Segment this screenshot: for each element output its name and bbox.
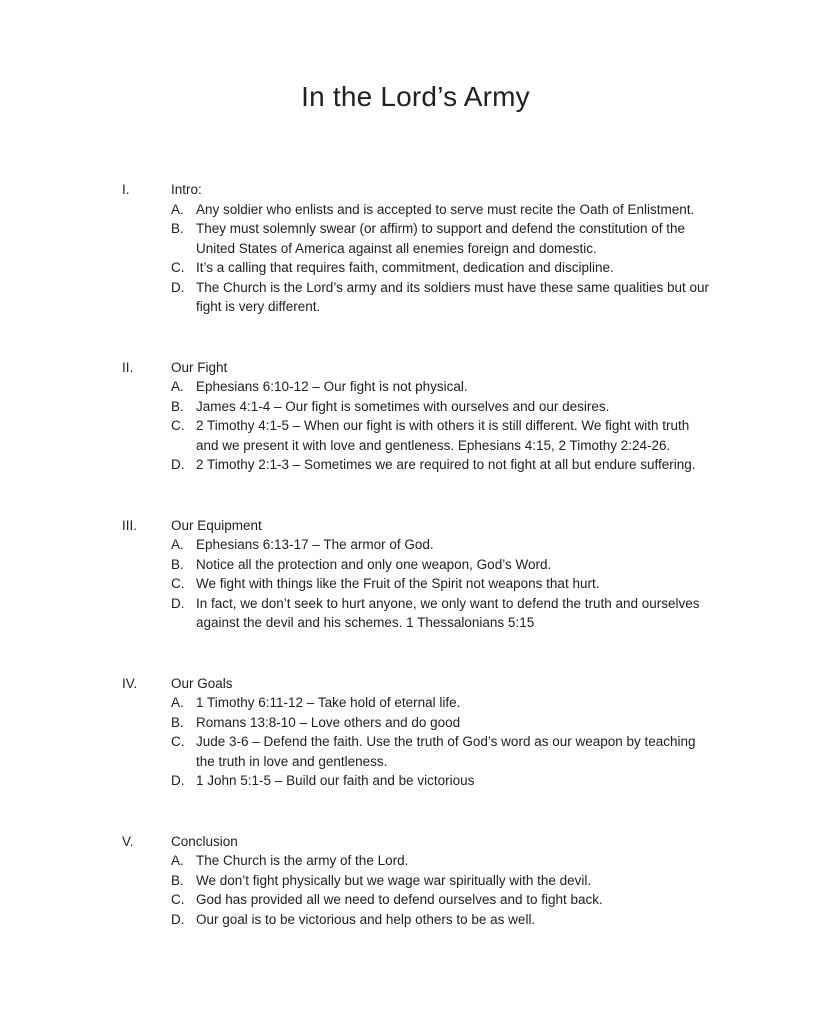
item-letter: D.: [171, 595, 185, 611]
section-items: [171, 851, 715, 929]
outline: [0, 180, 831, 929]
item-text: God has provided all we need to defend ourselves and to fight back.: [196, 892, 603, 907]
item-text: They must solemnly swear (or affirm) to support and defend the constitution of the United States of America against all enemies foreign and domestic.: [196, 221, 685, 256]
outline-item: [171, 555, 715, 575]
item-letter: C.: [171, 576, 185, 591]
outline-item: [171, 397, 715, 417]
item-text: The Church is the Lord’s army and its soldiers must have these same qualities but our fight is very different.: [196, 279, 709, 314]
outline-item: [171, 200, 715, 220]
item-letter: A.: [171, 379, 184, 394]
item-text: James 4:1-4 – Our fight is sometimes with ourselves and our desires.: [196, 398, 610, 414]
item-text: It’s a calling that requires faith, commitment, dedication and discipline.: [196, 260, 614, 275]
outline-item: [171, 713, 715, 733]
section-items: [171, 200, 715, 317]
item-text: 1 Timothy 6:11-12 – Take hold of eternal life.: [196, 695, 461, 710]
section-items: [171, 377, 715, 475]
outline-item: [171, 455, 715, 475]
item-letter: D.: [171, 773, 185, 788]
outline-item: [171, 871, 715, 891]
section-heading: Our Equipment: [171, 517, 262, 533]
outline-item: [171, 732, 715, 771]
outline-item: [171, 771, 715, 791]
item-text: Ephesians 6:13-17 – The armor of God.: [196, 537, 434, 552]
item-text: Jude 3-6 – Defend the faith. Use the truth of God’s word as our weapon by teaching the truth in love and gentleness.: [196, 734, 696, 769]
section-heading: Our Goals: [171, 675, 233, 691]
item-letter: D.: [171, 457, 185, 472]
outline-item: [171, 278, 715, 317]
item-letter: C.: [171, 892, 185, 907]
item-text: We fight with things like the Fruit of the Spirit not weapons that hurt.: [196, 576, 600, 591]
item-letter: D.: [171, 279, 185, 295]
item-letter: A.: [171, 695, 184, 710]
outline-item: [171, 693, 715, 713]
section-numeral: I.: [122, 182, 130, 197]
item-letter: B.: [171, 556, 184, 572]
item-letter: B.: [171, 221, 184, 236]
section-heading: Intro:: [171, 182, 202, 197]
item-text: 2 Timothy 2:1-3 – Sometimes we are required to not fight at all but endure suffering.: [196, 457, 696, 472]
section-heading: Our Fight: [171, 359, 228, 375]
section-items: [171, 535, 715, 633]
section-numeral: V.: [122, 833, 134, 849]
outline-section: [0, 180, 831, 317]
outline-item: [171, 851, 715, 871]
section-heading: Conclusion: [171, 833, 238, 849]
section-content: [171, 832, 715, 930]
outline-item: [171, 219, 715, 258]
item-letter: B.: [171, 714, 184, 730]
section-items: [171, 693, 715, 791]
section-content: [171, 180, 715, 317]
outline-item: [171, 377, 715, 397]
outline-section: [0, 358, 831, 475]
item-text: We don’t fight physically but we wage war spiritually with the devil.: [196, 872, 592, 888]
section-numeral: III.: [122, 517, 138, 533]
item-text: In fact, we don’t seek to hurt anyone, we only want to defend the truth and ourselves against the devil and his schemes. 1 Thessalonians 5:15: [196, 595, 700, 630]
item-letter: A.: [171, 537, 184, 552]
item-text: Our goal is to be victorious and help others to be as well.: [196, 911, 536, 927]
outline-item: [171, 890, 715, 910]
outline-item: [171, 594, 715, 633]
item-letter: B.: [171, 872, 184, 888]
outline-section: [0, 832, 831, 930]
section-content: [171, 516, 715, 633]
item-text: Romans 13:8-10 – Love others and do good: [196, 714, 461, 730]
section-numeral: II.: [122, 359, 134, 375]
outline-item: [171, 574, 715, 594]
item-letter: C.: [171, 260, 185, 275]
item-text: Ephesians 6:10-12 – Our fight is not physical.: [196, 379, 468, 394]
item-letter: A.: [171, 853, 184, 868]
section-numeral: IV.: [122, 675, 138, 691]
section-content: [171, 674, 715, 791]
outline-section: [0, 516, 831, 633]
item-text: Any soldier who enlists and is accepted to serve must recite the Oath of Enlistment.: [196, 201, 695, 217]
item-text: 2 Timothy 4:1-5 – When our fight is with others it is still different. We fight with truth and we present it with love and gentleness. Ephesians 4:15, 2 Timothy 2:24-26.: [196, 418, 690, 453]
item-letter: C.: [171, 418, 185, 433]
item-letter: C.: [171, 734, 185, 749]
outline-item: [171, 258, 715, 278]
item-letter: B.: [171, 398, 184, 414]
item-text: 1 John 5:1-5 – Build our faith and be victorious: [196, 773, 475, 788]
item-text: The Church is the army of the Lord.: [196, 853, 409, 868]
outline-item: [171, 416, 715, 455]
document-title: In the Lord’s Army: [301, 81, 530, 112]
item-letter: A.: [171, 201, 184, 217]
outline-section: [0, 674, 831, 791]
outline-item: [171, 910, 715, 930]
section-content: [171, 358, 715, 475]
outline-item: [171, 535, 715, 555]
item-letter: D.: [171, 911, 185, 927]
item-text: Notice all the protection and only one weapon, God’s Word.: [196, 556, 552, 572]
